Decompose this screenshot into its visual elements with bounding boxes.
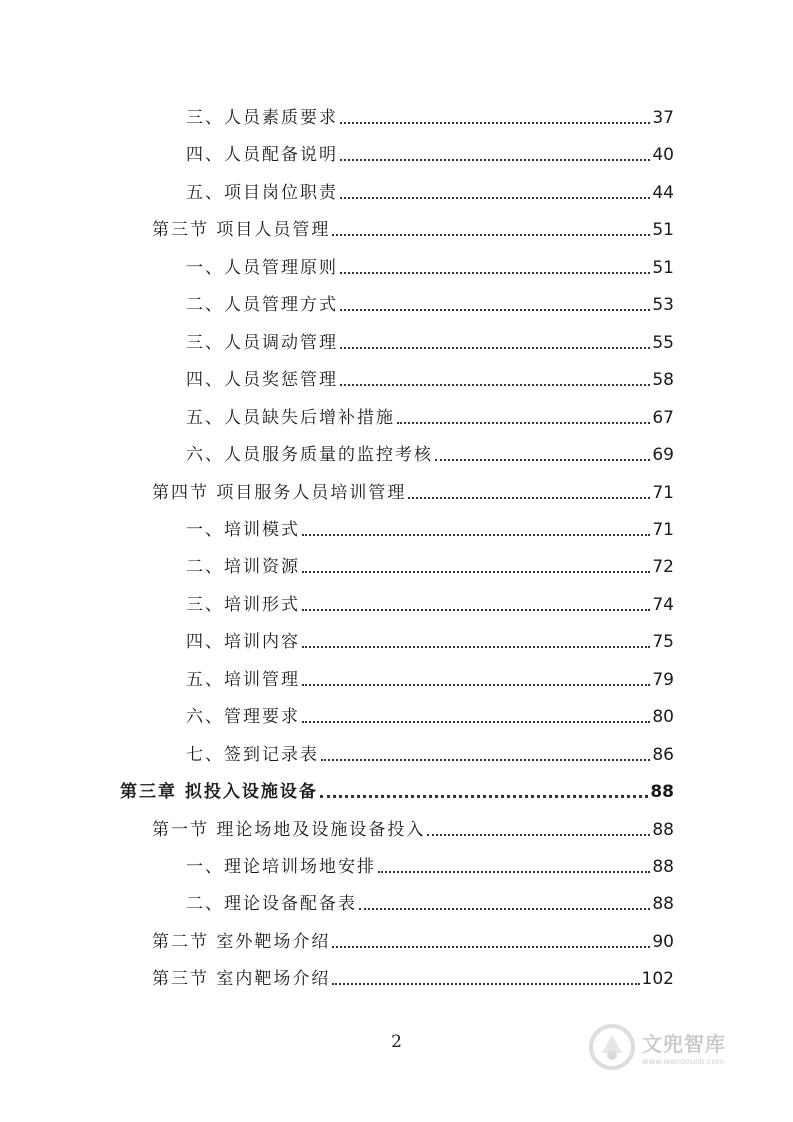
toc-entry-page: 75 [652,632,674,652]
toc-dot-leader [427,834,650,836]
toc-dot-leader [332,983,639,985]
toc-entry-page: 102 [641,969,674,989]
watermark-logo-icon [588,1023,636,1071]
watermark-name: 文兜智库 [642,1032,726,1056]
toc-entry-title: 五、项目岗位职责 [186,183,338,203]
toc-dot-leader [340,159,650,161]
toc-entry-page: 53 [652,295,674,315]
toc-entry-title: 第一节 理论场地及设施设备投入 [152,820,426,840]
toc-entry-title: 五、培训管理 [186,670,300,690]
toc-entry-title: 三、培训形式 [186,595,300,615]
toc-entry[interactable] [186,406,674,430]
toc-dot-leader [302,609,650,611]
toc-entry-page: 71 [652,483,674,503]
toc-entry[interactable] [152,930,674,954]
toc-dot-leader [302,721,650,723]
toc-entry[interactable] [186,293,674,317]
toc-entry-page: 55 [652,333,674,353]
toc-dot-leader [340,272,650,274]
toc-dot-leader [378,871,650,873]
toc-dot-leader [397,422,650,424]
toc-entry-title: 一、培训模式 [186,520,300,540]
toc-entry-page: 71 [652,520,674,540]
toc-entry[interactable] [186,892,674,916]
toc-entry[interactable] [152,818,674,842]
toc-entry-page: 69 [652,445,674,465]
toc-entry-page: 86 [652,745,674,765]
toc-dot-leader [408,497,650,499]
toc-entry-page: 74 [652,595,674,615]
toc-entry-page: 88 [652,820,674,840]
toc-entry-title: 二、理论设备配备表 [186,894,357,914]
toc-entry[interactable] [186,106,674,130]
toc-dot-leader [320,795,648,798]
toc-dot-leader [340,122,650,124]
toc-entry[interactable] [186,630,674,654]
toc-dot-leader [340,197,650,199]
toc-entry[interactable] [186,443,674,467]
toc-entry[interactable] [186,518,674,542]
toc-dot-leader [302,534,650,536]
toc-entry[interactable] [186,668,674,692]
toc-entry[interactable] [186,256,674,280]
toc-entry-page: 51 [652,258,674,278]
toc-entry[interactable] [186,855,674,879]
toc-entry[interactable] [186,593,674,617]
toc-entry-title: 第二节 室外靶场介绍 [152,932,331,952]
toc-entry[interactable] [152,481,674,505]
toc-entry[interactable] [186,181,674,205]
toc-entry-title: 三、人员素质要求 [186,108,338,128]
toc-dot-leader [302,646,650,648]
toc-dot-leader [302,684,650,686]
toc-entry-title: 第三节 室内靶场介绍 [152,969,331,989]
toc-entry-title: 四、培训内容 [186,632,300,652]
toc-entry-title: 二、培训资源 [186,557,300,577]
toc-entry[interactable] [186,143,674,167]
page-number: 2 [391,1032,402,1052]
toc-entry-page: 58 [652,370,674,390]
toc-entry[interactable] [186,555,674,579]
toc-entry-page: 51 [652,220,674,240]
toc-dot-leader [302,571,650,573]
toc-dot-leader [340,347,650,349]
toc-entry-title: 七、签到记录表 [186,745,319,765]
toc-entry-page: 67 [652,408,674,428]
toc-entry-page: 80 [652,707,674,727]
toc-entry-page: 72 [652,557,674,577]
toc-dot-leader [321,759,650,761]
toc-entry-title: 第四节 项目服务人员培训管理 [152,483,407,503]
toc-entry-page: 88 [652,857,674,877]
toc-entry-title: 第三章 拟投入设施设备 [120,782,318,802]
toc-entry-page: 88 [650,782,674,802]
toc-entry-title: 四、人员配备说明 [186,145,338,165]
toc-entry[interactable] [186,331,674,355]
toc-entry[interactable] [186,705,674,729]
toc-entry-page: 88 [652,894,674,914]
toc-dot-leader [340,309,650,311]
toc-entry[interactable] [120,780,674,804]
toc-dot-leader [435,459,650,461]
toc-entry-page: 90 [652,932,674,952]
toc-entry[interactable] [186,368,674,392]
toc-entry-title: 六、人员服务质量的监控考核 [186,445,433,465]
toc-entry-page: 40 [652,145,674,165]
toc-entry-title: 六、管理要求 [186,707,300,727]
toc-entry-title: 五、人员缺失后增补措施 [186,408,395,428]
toc-dot-leader [332,234,650,236]
toc-entry[interactable] [152,218,674,242]
watermark [588,1020,768,1074]
watermark-url: www.wendoulib.com [642,1057,725,1066]
toc-entry-title: 一、人员管理原则 [186,258,338,278]
toc-entry-title: 二、人员管理方式 [186,295,338,315]
toc-entry-page: 44 [652,183,674,203]
toc-entry-page: 79 [652,670,674,690]
toc-entry-page: 37 [652,108,674,128]
toc-entry[interactable] [152,967,674,991]
toc-entry-title: 三、人员调动管理 [186,333,338,353]
toc-entry-title: 第三节 项目人员管理 [152,220,331,240]
toc-dot-leader [340,384,650,386]
toc-entry-title: 四、人员奖惩管理 [186,370,338,390]
toc-entry-title: 一、理论培训场地安排 [186,857,376,877]
toc-dot-leader [332,946,650,948]
toc-entry[interactable] [186,743,674,767]
toc-dot-leader [359,908,650,910]
